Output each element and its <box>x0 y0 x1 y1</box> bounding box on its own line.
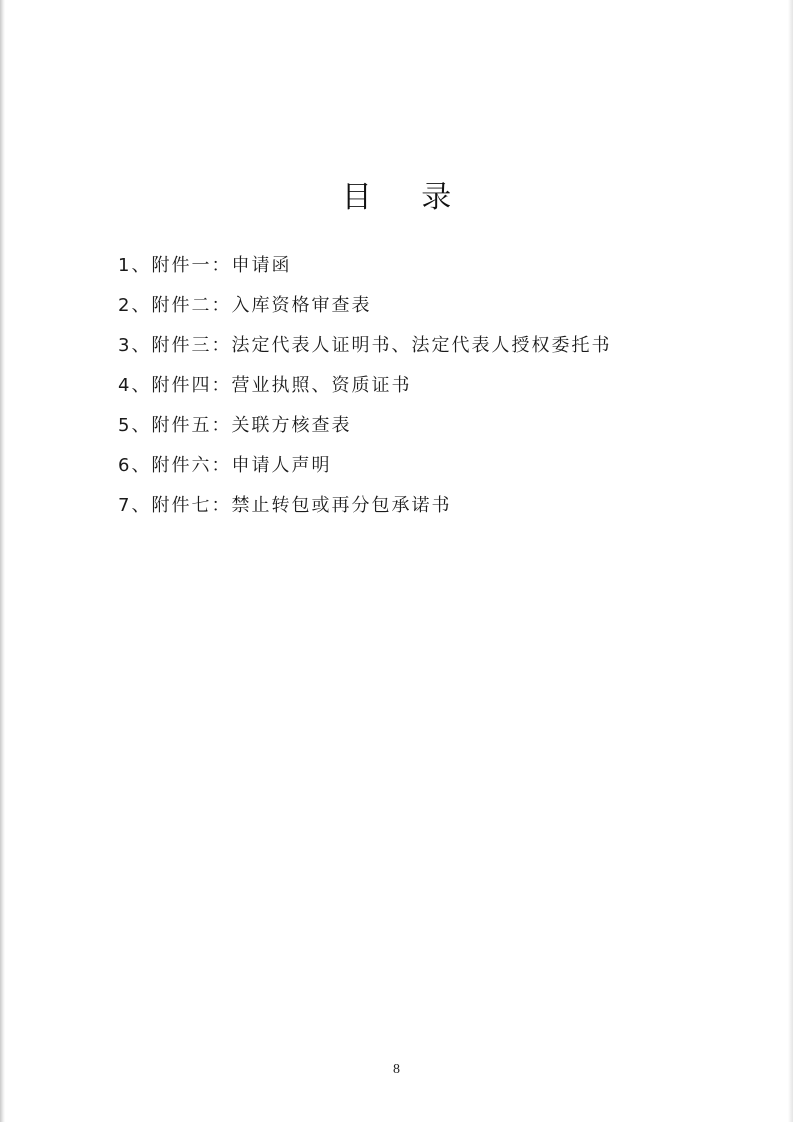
toc-item-2 <box>118 291 611 331</box>
toc-item-1 <box>118 251 611 291</box>
toc-item-label: 1、附件一：申请函 <box>118 255 292 276</box>
page-number: 8 <box>393 1062 400 1077</box>
scan-edge-right <box>788 0 793 1122</box>
page-title: 目 录 <box>341 180 472 215</box>
toc-item-label: 2、附件二：入库资格审查表 <box>118 295 372 316</box>
toc-item-label: 6、附件六：申请人声明 <box>118 455 332 476</box>
toc-item-4 <box>118 371 611 411</box>
toc-item-7 <box>118 491 611 531</box>
table-of-contents <box>118 251 611 531</box>
toc-item-label: 5、附件五：关联方核查表 <box>118 415 352 436</box>
toc-item-3 <box>118 331 611 371</box>
scan-edge-left <box>0 0 5 1122</box>
toc-item-label: 7、附件七：禁止转包或再分包承诺书 <box>118 495 452 516</box>
toc-item-5 <box>118 411 611 451</box>
toc-item-label: 4、附件四：营业执照、资质证书 <box>118 375 412 396</box>
toc-item-6 <box>118 451 611 491</box>
toc-item-label: 3、附件三：法定代表人证明书、法定代表人授权委托书 <box>118 335 612 356</box>
